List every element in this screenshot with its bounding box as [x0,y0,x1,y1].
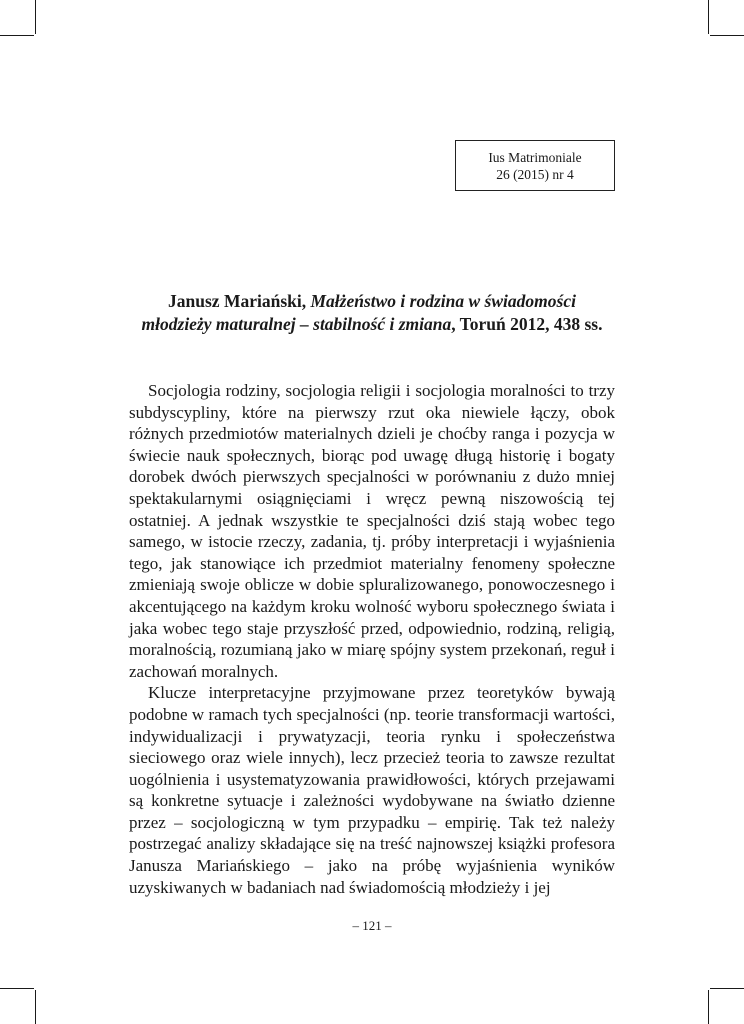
paragraph: Socjologia rodziny, socjologia religii i socjologia moralności to trzy subdyscypliny, które na pierwszy rzut oka niewiele łączy, obok różnych przedmiotów materialnych dzieli je choćby ranga i pozycja w świecie nauk społecznych, biorąc pod uwagę długą historię i bogaty dorobek dwóch pierwszych specjalności w porównaniu z dużo mniej spektakularnymi osiągnięciami i wręcz pewną niszowością tej ostatniej. A jednak wszystkie te specjalności dziś stają wobec tego samego, w istocie rzeczy, zadania, tj. próby interpretacji i wyjaśnienia tego, jak stanowiące ich przedmiot materialny fenomeny społeczne zmieniają swoje oblicze w dobie spluralizowanego, ponowoczesnego i akcentującego na każdym kroku wolność wyboru społecznego świata i jaka wobec tego staje przyszłość przed, odpowiednio, rodziną, religią, moralnością, rozumianą jako w miarę spójny system przekonań, reguł i zachowań moralnych. [129,381,615,681]
page-number: – 121 – [352,918,392,933]
crop-mark [708,990,709,1024]
crop-mark [0,988,34,989]
book-title-line-2: młodzieży maturalnej – stabilność i zmiana [141,314,452,334]
crop-mark [35,0,36,34]
paragraph: Klucze interpretacyjne przyjmowane przez teoretyków bywają podobne w ramach tych specjalności (np. teorie transformacji wartości, indywidualizacji i prywatyzacji, teoria rynku i społeczeństwa sieciowego oraz wiele innych), lecz przecież teoria to zawsze rezultat uogólnienia i usystematyzowania prawidłowości, których przejawami są konkretne sytuacje i zależności wydobywane na światło dzienne przez – socjologiczną w tym przypadku – empirię. Tak też należy postrzegać analizy składające się na treść najnowszej książki profesora Janusza Mariańskiego – jako na próbę wyjaśnienia wyników uzyskiwanych w badaniach nad świadomością młodzieży i jej [129,683,615,897]
journal-name: Ius Matrimoniale [488,150,582,165]
journal-issue: 26 (2015) nr 4 [496,167,574,182]
crop-mark [708,0,709,34]
crop-mark [0,35,34,36]
review-author: Janusz Mariański, [168,291,311,311]
publication-info: , Toruń 2012, 438 ss. [451,314,603,334]
journal-info-box [455,140,615,191]
review-body [129,380,615,898]
review-title [100,290,644,336]
book-title-line-1: Małżeństwo i rodzina w świadomości [310,291,576,311]
crop-mark [35,990,36,1024]
crop-mark [710,988,744,989]
crop-mark [710,35,744,36]
